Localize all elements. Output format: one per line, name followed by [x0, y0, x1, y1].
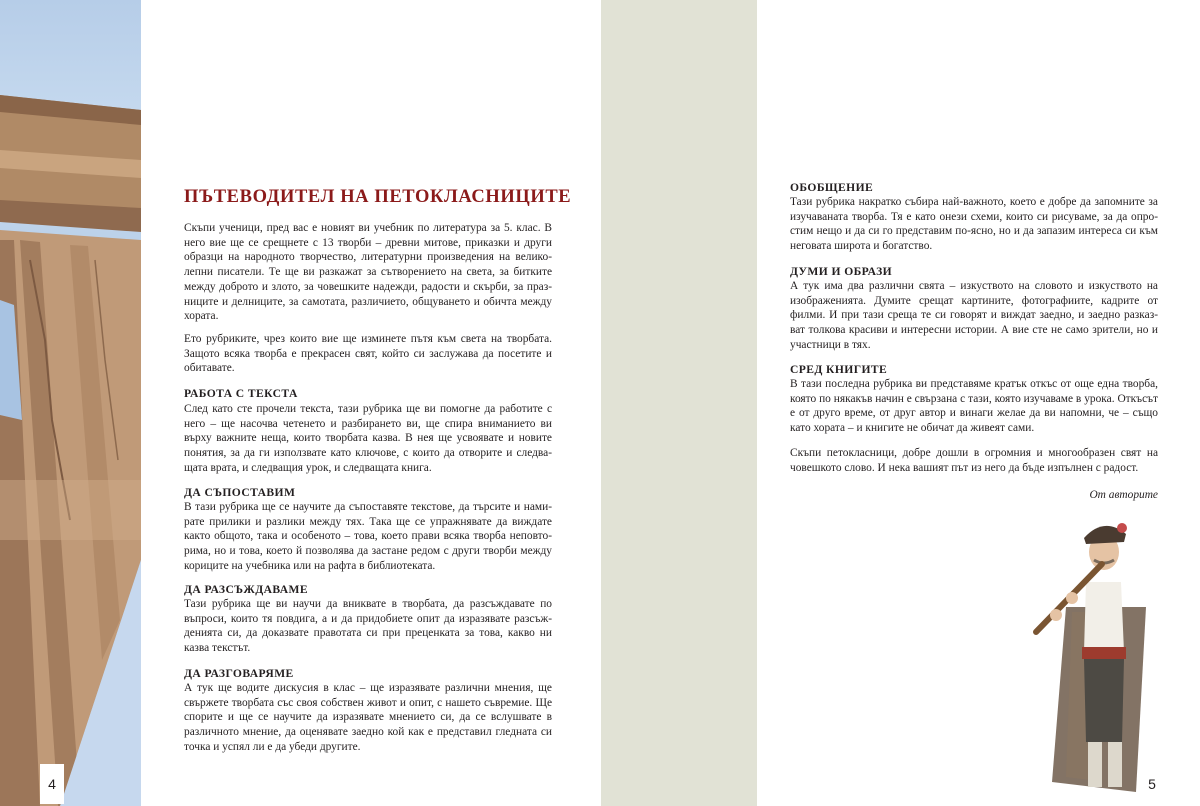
center-gutter-band — [601, 0, 757, 806]
section-heading-knigite: СРЕД КНИГИТЕ — [790, 363, 888, 376]
page-number-right: 5 — [1140, 764, 1164, 804]
column-photo — [0, 0, 141, 806]
section-text-rabota: След като сте прочели текста, тази рубрика ще ви помогне да работите с него – ще насочва четенето и разбирането ви, ще спира вниманието ви върху важните неща, които творбата казва. В нея ще усвоявате и новите понятия, за да ги използвате като ключове, с които да отворите и следва-щата врата, и следващия урок, и следващата книга. — [184, 403, 552, 474]
page-title: ПЪТЕВОДИТЕЛ НА ПЕТОКЛАСНИЦИТЕ — [184, 187, 572, 207]
section-heading-razgovaryame: ДА РАЗГОВАРЯМЕ — [184, 667, 294, 680]
section-heading-obobshtenie: ОБОБЩЕНИЕ — [790, 181, 874, 194]
section-text-razgovaryame: А тук ще водите дискусия в клас – ще изразявате различни мнения, ще свържете творбата със своя собствен живот и опит, с нашето съвремие. Ще спорите и ще се научите да изразявате мнението си, да се вслушвате в различното мнение, да оценявате заедно кой как е представил гледната си точка и успял ли е да убеди другите. — [184, 682, 552, 753]
section-text-razsazhdavame: Тази рубрика ще ви научи да вниквате в творбата, да разсъждавате по въпроси, които тя повдига, а и да придобиете опит да изразявате разсъж-денията си, да доказвате правотата си при преценката за това, какво ни казва текстът. — [184, 598, 552, 655]
flute-player-illustration — [1026, 512, 1168, 806]
section-text-knigite: В тази последна рубрика ви представяме кратък откъс от още една творба, която по някакъв начин е свързана с тази, която изучаваме в урока. Откъсът е от друго време, от друг автор и винаги желае да ви напомни, че – също като хората – и книгите не обичат да живеят сами. — [790, 378, 1158, 435]
section-heading-dumi: ДУМИ И ОБРАЗИ — [790, 265, 893, 278]
section-text-sapostavim: В тази рубрика ще се научите да съпоставяте текстове, да търсите и нами-рате прилики и разлики между тях. Така ще се упражнявате да виждате както общото, така и особеното – това, което прави всяка творба неповто-рима, но и това, което й позволява да застане редом с други творби между кориците на учебника или на рафта в библиотеката. — [184, 501, 552, 572]
section-heading-rabota: РАБОТА С ТЕКСТА — [184, 387, 298, 400]
authors-signature: От авторите — [1089, 489, 1158, 501]
intro-paragraph-2: Ето рубриките, чрез които вие ще изминете пътя към света на творбата. Защото всяка творба е прекрасен свят, който си заслужава да посетите и обитавате. — [184, 333, 552, 375]
column-illustration — [0, 0, 141, 806]
section-text-dumi: А тук има два различни свята – изкуството на словото и изкуството на изображенията. Думите срещат картините, фотографиите, кадрите от филми. И при тази среща те си говорят и виждат заедно, и заедно разказ-ват толкова красиви и интересни истории. А вие сте не само зрители, но и участници в тях. — [790, 280, 1158, 351]
intro-paragraph-1: Скъпи ученици, пред вас е новият ви учебник по литература за 5. клас. В него вие ще се срещнете с 13 творби – древни митове, приказки и други образци на народното творчество, литературни произведения на велико-лепни писатели. Те ще ви разкажат за сътворението на света, за битките между доброто и злото, за човешките надежди, радости и скърби, за праз-ниците и делниците, за самотата, различието, общуването и обичта между хората. — [184, 222, 552, 323]
section-text-obobshtenie: Тази рубрика накратко събира най-важното, което е добре да запомните за изучаваната творба. Тя е като онези схеми, които си рисуваме, за да опро-стим нещо и да си го представим по-ясно, но и да запазим интереса си към неговата широта и богатство. — [790, 196, 1158, 253]
closing-paragraph: Скъпи петокласници, добре дошли в огромния и многообразен свят на човешкото слово. И нека вашият път из него да бъде изпълнен с радост. — [790, 447, 1158, 474]
section-heading-sapostavim: ДА СЪПОСТАВИМ — [184, 486, 296, 499]
section-heading-razsazhdavame: ДА РАЗСЪЖДАВАМЕ — [184, 583, 309, 596]
page-number-left: 4 — [40, 764, 64, 804]
